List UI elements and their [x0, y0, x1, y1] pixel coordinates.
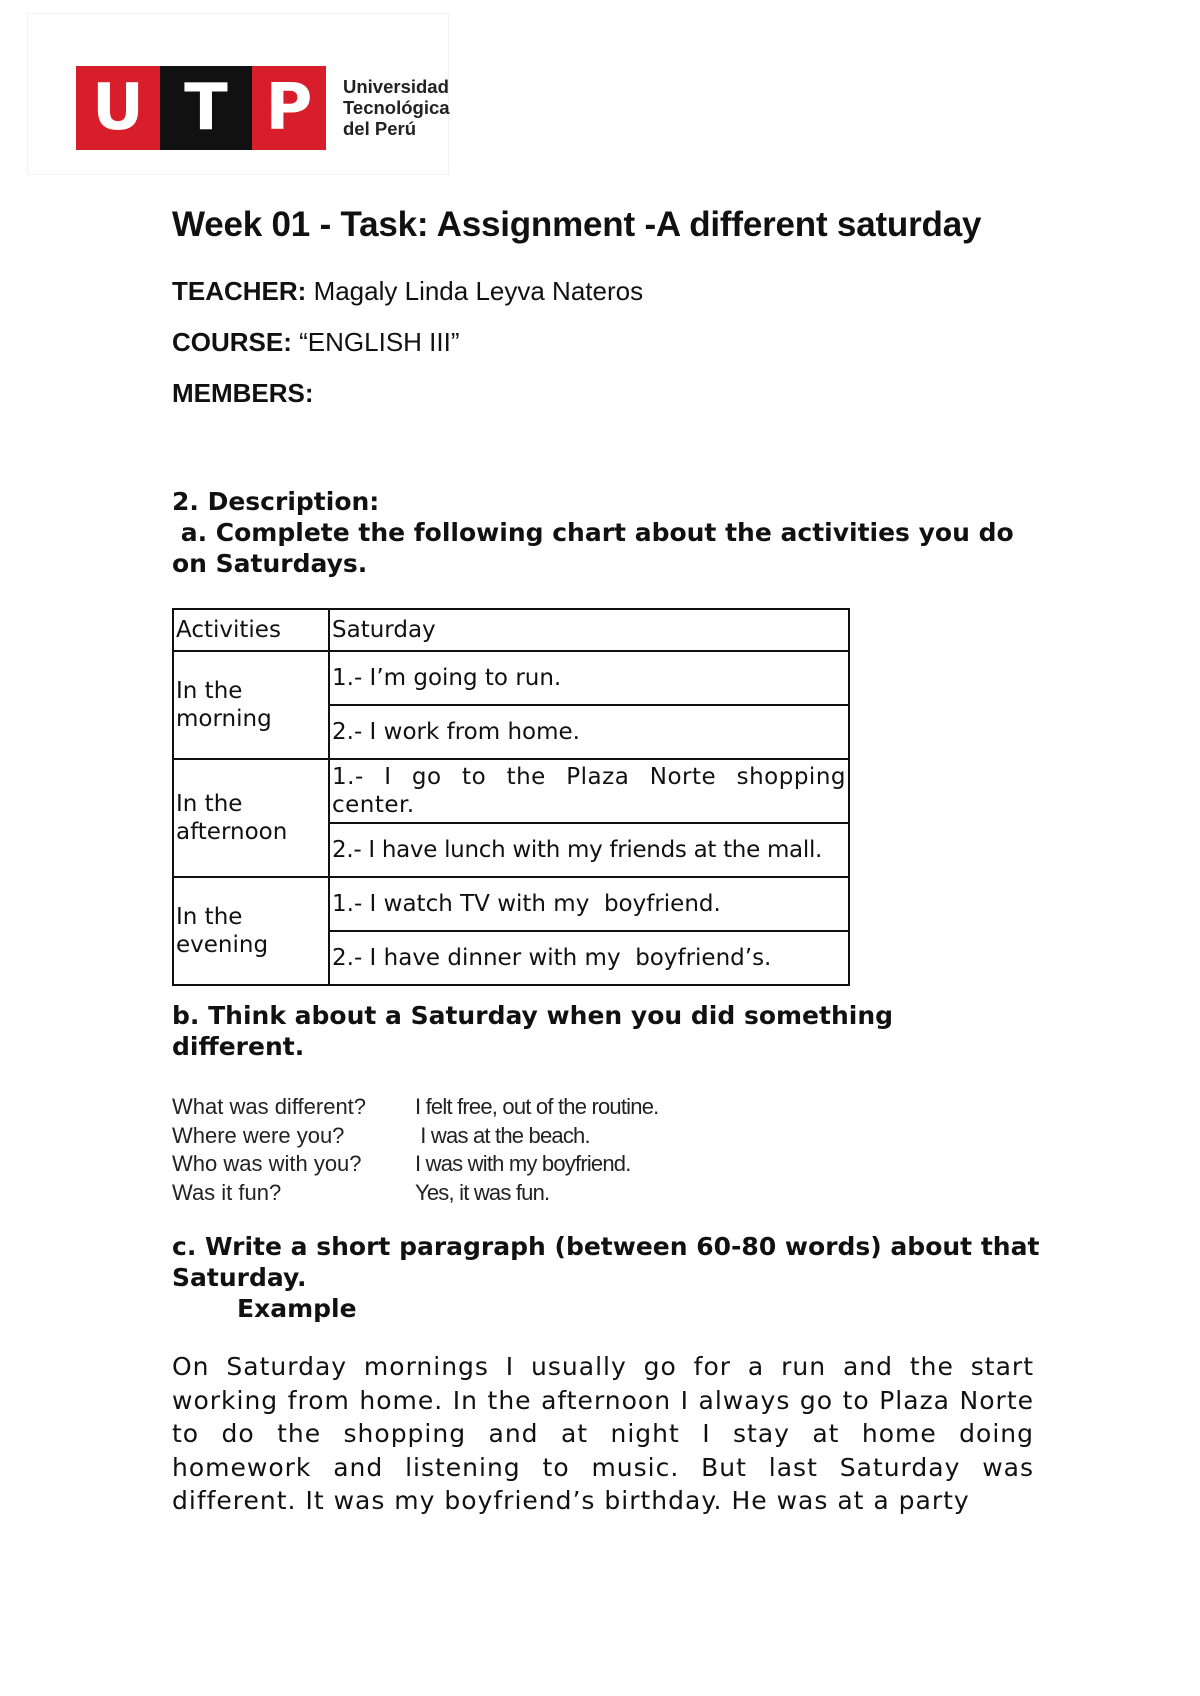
question: Where were you? — [172, 1122, 345, 1148]
list-item — [172, 1093, 658, 1122]
list-item — [172, 1150, 658, 1179]
table-row — [173, 759, 849, 823]
qa-list — [172, 1093, 658, 1207]
logo-letter-t: T — [160, 66, 252, 150]
teacher-label: TEACHER: — [172, 276, 307, 306]
question: What was different? — [172, 1094, 367, 1119]
logo-line-2: Tecnológica — [343, 97, 450, 118]
answer: I felt free, out of the routine. — [415, 1094, 659, 1119]
page-title: Week 01 - Task: Assignment -A different saturday — [172, 205, 982, 244]
course-value: “ENGLISH III” — [291, 327, 460, 357]
members-line — [172, 378, 314, 409]
table-header-row — [173, 609, 849, 651]
header-saturday: Saturday — [329, 609, 849, 651]
table-cell: 1.- I watch TV with my boyfriend. — [329, 877, 849, 931]
answer: I was with my boyfriend. — [415, 1151, 631, 1176]
logo-letter-p: P — [252, 66, 326, 150]
table-cell: 1.- I go to the Plaza Norte shopping center. — [329, 759, 849, 823]
teacher-value: Magaly Linda Leyva Nateros — [306, 276, 644, 306]
table-cell: 1.- I’m going to run. — [329, 651, 849, 705]
logo-line-3: del Perú — [343, 118, 416, 139]
header-activities: Activities — [173, 609, 329, 651]
answer: Yes, it was fun. — [415, 1179, 550, 1205]
example-label: Example — [237, 1294, 357, 1323]
teacher-line — [172, 276, 643, 307]
logo-line-1: Universidad — [343, 76, 449, 97]
table-cell: 2.- I have lunch with my friends at the mall. — [329, 823, 849, 877]
table-cell: 2.- I have dinner with my boyfriend’s. — [329, 931, 849, 985]
members-label: MEMBERS: — [172, 378, 314, 408]
question: Was it fun? — [172, 1179, 282, 1205]
instruction-b: b. Think about a Saturday when you did something different. — [172, 1001, 894, 1061]
course-label: COURSE: — [172, 327, 292, 357]
table-row — [173, 877, 849, 931]
question: Who was with you? — [172, 1151, 362, 1176]
logo-letter-u: U — [76, 66, 160, 150]
list-item — [172, 1122, 658, 1151]
course-line — [172, 327, 459, 358]
example-paragraph: On Saturday mornings I usually go for a run and the start working from home. In the afternoon I always go to Plaza Norte to do the shopping and at night I stay at home doing homework and listening to music. But last Saturday was different. It was my boyfriend’s birthday. He was at a party — [172, 1352, 1034, 1515]
instruction-c: c. Write a short paragraph (between 60-80 words) about that Saturday. — [172, 1232, 1040, 1292]
instruction-a: a. Complete the following chart about the activities you do on Saturdays. — [172, 518, 1023, 578]
activities-table — [172, 608, 850, 986]
university-logo — [28, 14, 448, 174]
list-item — [172, 1179, 658, 1208]
answer: I was at the beach. — [415, 1122, 590, 1148]
table-row — [173, 651, 849, 705]
description-heading: 2. Description: — [172, 487, 380, 516]
row-label-morning: In the morning — [173, 651, 329, 759]
section-description — [172, 486, 1042, 579]
logo-wordmark — [343, 76, 450, 139]
row-label-afternoon: In the afternoon — [173, 759, 329, 877]
row-label-evening: In the evening — [173, 877, 329, 985]
table-cell: 2.- I work from home. — [329, 705, 849, 759]
